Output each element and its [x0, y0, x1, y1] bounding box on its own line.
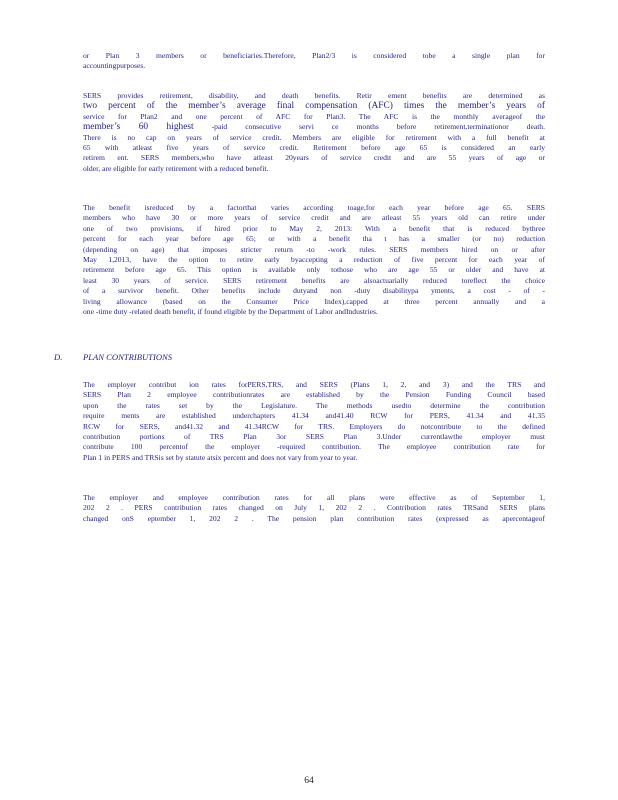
text-line: SERS provides retirement, disability, and death benefits. Retir ement benefits are determined as [83, 91, 545, 100]
text-line: percent for each year before age 65; or with a benefit tha t has a smaller (or no) reduction [83, 234, 545, 244]
text-line: one -time duty -related death benefit, if found eligible by the Department of Labor andIndustries. [83, 307, 378, 317]
text-line: The employer and employee contribution rates for all plans were effective as of September 1, [83, 493, 545, 502]
text-line: members who have 30 or more years of service credit and are atleast 55 years old can retire under [83, 213, 545, 223]
text-line: retirement before age 65. This option is available only tothose who are age 55 or older and have at [83, 265, 545, 275]
text-line: living allowance (based on the Consumer Price Index),capped at three percent annually and a [83, 296, 545, 306]
text-line: accountingpurposes. [83, 61, 146, 71]
text-emphasis: member’s 60 highest [83, 122, 194, 133]
text-line: service for Plan2 and one percent of AFC for Plan3. The AFC is the monthly averageof the [83, 111, 545, 121]
text-line: older, are eligible for early retirement with a reduced benefit. [83, 163, 269, 173]
text-line: May 1,2013, have the option to retire early byaccepting a reduction of five percent for each year of [83, 255, 545, 265]
text-line: require ments are established underchapters 41.34 and41.40 RCW for PERS, 41.34 and 41.35 [83, 411, 545, 421]
text-line: There is no cap on years of service credit. Members are eligible for retirement with a full benefit at [83, 132, 545, 142]
paragraph-5 [83, 493, 545, 524]
text-line: least 30 years of service. SERS retirement benefits are alsoactuarially reduced toreflect the choice [83, 275, 545, 285]
text-line: The employer contribut ion rates forPERS,TRS, and SERS (Plans 1, 2, and 3) and the TRS and [83, 380, 545, 389]
text-line: SERS Plan 2 employee contributionrates are established by the Pension Funding Council based [83, 390, 545, 400]
text-line: or Plan 3 members or beneficiaries.Therefore, Plan2/3 is considered tobe a single plan for [83, 51, 545, 60]
text-line: of a survivor benefit. Other benefits include dutyand non -duty disabilitypa yments, a cost - of - [83, 286, 545, 296]
paragraph-2 [83, 91, 545, 174]
text-line: Plan 1 in PERS and TRSis set by statute atsix percent and does not vary from year to year. [83, 452, 358, 462]
section-letter: D. [54, 352, 63, 362]
paragraph-4 [83, 380, 545, 463]
text-line: 65 with atleast five years of service credit. Retirement before age 65 is considered an early [83, 143, 545, 153]
text-line: (depending on age) that imposes stricter return -to -work rules. SERS members hired on or after [83, 244, 545, 254]
text-line: The benefit isreduced by a factorthat varies according toage,for each year before age 65. SERS [83, 203, 545, 212]
text-line: changed onS eptember 1, 202 2 . The pension plan contribution rates (expressed as apercentageof [83, 513, 545, 523]
text-line: two percent of the member’s average final compensation (AFC) times the member’s years of [83, 101, 545, 112]
text-line: upon the rates set by the Legislature. The methods usedto determine the contribution [83, 400, 545, 410]
text-line: contribute 100 percentof the employer -required contribution. The employee contribution rate for [83, 442, 545, 452]
section-heading [54, 352, 354, 362]
page-number: 64 [304, 776, 314, 786]
text-line: member’s 60 highest -paid consecutive servi ce months before retirement,terminationor death. [83, 122, 545, 133]
text-line: contribution portions of TRS Plan 3or SERS Plan 3.Under currentlawthe employer must [83, 432, 545, 442]
text-line: retirem ent. SERS members,who have atleast 20years of service credit and are 55 years of age or [83, 153, 545, 163]
text-line: 202 2 . PERS contribution rates changed on July 1, 202 2 . Contribution rates TRSand SERS plans [83, 503, 545, 513]
section-title: PLAN CONTRIBUTIONS [83, 352, 173, 362]
paragraph-1 [83, 51, 545, 72]
text-line: one of two provisions, if hired prior to May 2, 2013: With a benefit that is reduced bythree [83, 223, 545, 233]
text-line: RCW for SERS, and41.32 and 41.34RCW for TRS. Employers do notcontribute to the defined [83, 421, 545, 431]
paragraph-3 [83, 203, 545, 317]
